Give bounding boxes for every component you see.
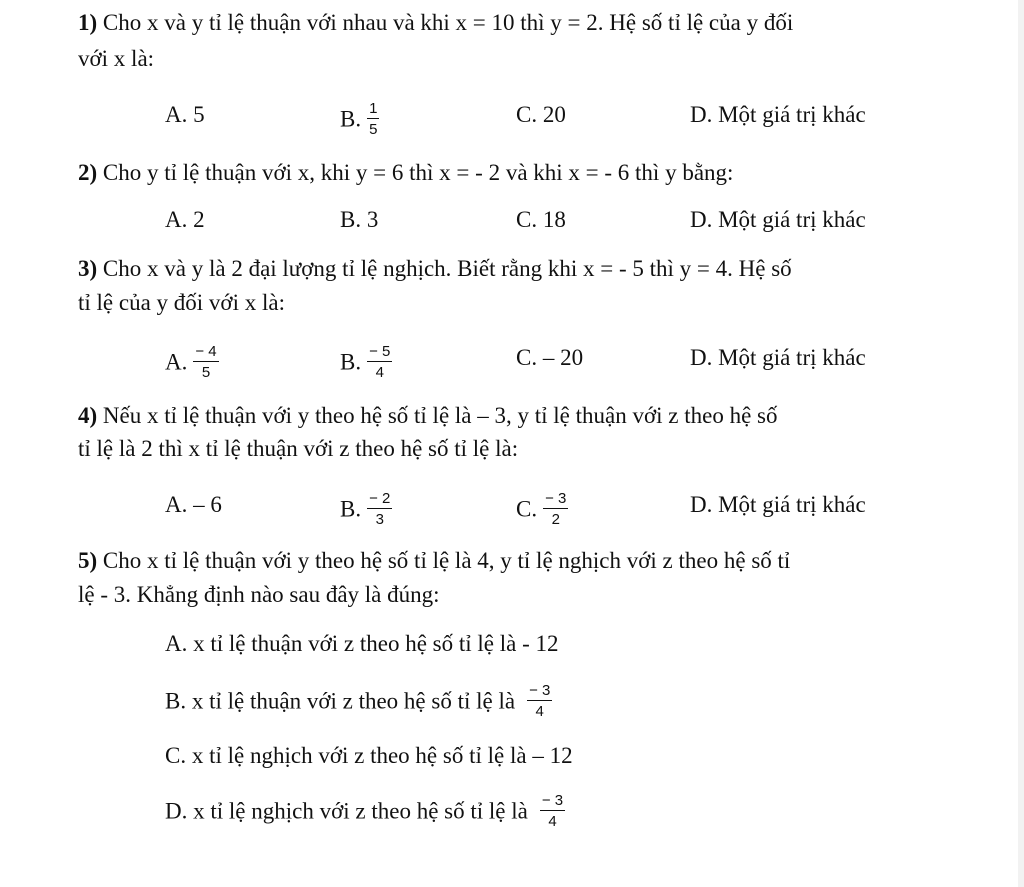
- fraction-denominator: 3: [375, 511, 384, 528]
- option-label: B.: [340, 349, 362, 375]
- fraction: [543, 490, 568, 528]
- question-1-option-a: A. 5: [165, 102, 205, 127]
- question-3-option-b: [340, 345, 392, 383]
- fraction: [367, 490, 392, 528]
- question-2-option-d: D. Một giá trị khác: [690, 207, 866, 232]
- question-2-line-1: [78, 160, 733, 186]
- question-1-option-c: C. 20: [516, 102, 566, 127]
- question-1-number: 1): [78, 10, 98, 35]
- question-1-text: Cho x và y tỉ lệ thuận với nhau và khi x = 10 thì y = 2. Hệ số tỉ lệ của y đối: [97, 10, 794, 35]
- fraction-denominator: 5: [201, 364, 211, 381]
- fraction-numerator: − 4: [195, 343, 217, 360]
- question-1-option-d: D. Một giá trị khác: [690, 102, 866, 127]
- fraction: [367, 100, 379, 138]
- option-label: B.: [340, 496, 362, 522]
- question-4-option-b: [340, 492, 392, 530]
- question-4-option-d: D. Một giá trị khác: [690, 492, 866, 517]
- fraction-numerator: 1: [369, 100, 378, 117]
- option-label: C.: [516, 496, 538, 522]
- question-5-line-1: [78, 548, 790, 574]
- question-4-text: Nếu x tỉ lệ thuận với y theo hệ số tỉ lệ là – 3, y tỉ lệ thuận với z theo hệ số: [97, 403, 778, 428]
- question-2-option-c: C. 18: [516, 207, 566, 232]
- question-5-number: 5): [78, 548, 98, 573]
- question-2-option-a: A. 2: [165, 207, 205, 232]
- fraction-denominator: 4: [375, 364, 384, 381]
- option-label: A.: [165, 349, 188, 375]
- option-label: B.: [340, 106, 362, 132]
- question-2-option-b: B. 3: [340, 207, 379, 232]
- question-3-option-d: D. Một giá trị khác: [690, 345, 866, 370]
- question-5-text: Cho x tỉ lệ thuận với y theo hệ số tỉ lệ là 4, y tỉ lệ nghịch với z theo hệ số tỉ: [97, 548, 791, 573]
- question-1-line-2: với x là:: [78, 46, 155, 71]
- question-4-line-2: tỉ lệ là 2 thì x tỉ lệ thuận với z theo hệ số tỉ lệ là:: [78, 436, 519, 461]
- question-4-line-1: [78, 403, 778, 429]
- fraction-denominator: 4: [548, 813, 557, 830]
- fraction-numerator: − 2: [369, 490, 391, 507]
- fraction: [540, 792, 565, 830]
- option-label: D. x tỉ lệ nghịch với z theo hệ số tỉ lệ là: [165, 798, 528, 824]
- question-1-line-1: [78, 10, 793, 36]
- question-3-option-a: [165, 345, 219, 383]
- question-5-option-a: A. x tỉ lệ thuận với z theo hệ số tỉ lệ là - 12: [165, 631, 559, 656]
- fraction-numerator: − 3: [545, 490, 567, 507]
- page-edge-shadow: [1018, 0, 1024, 887]
- question-3-line-2: tỉ lệ của y đối với x là:: [78, 290, 285, 315]
- fraction: [367, 343, 392, 381]
- question-3-number: 3): [78, 256, 98, 281]
- fraction-numerator: − 3: [541, 792, 564, 809]
- fraction-numerator: − 5: [369, 343, 391, 360]
- question-5-option-c: C. x tỉ lệ nghịch với z theo hệ số tỉ lệ là – 12: [165, 743, 573, 768]
- fraction-denominator: 4: [535, 703, 544, 720]
- question-2-text: Cho y tỉ lệ thuận với x, khi y = 6 thì x = - 2 và khi x = - 6 thì y bằng:: [97, 160, 734, 185]
- question-5-option-d: [165, 794, 565, 832]
- question-3-option-c: C. – 20: [516, 345, 584, 370]
- question-4-option-c: [516, 492, 568, 530]
- fraction: [193, 343, 218, 381]
- question-1-option-b: [340, 102, 379, 140]
- question-2-number: 2): [78, 160, 98, 185]
- fraction-numerator: − 3: [529, 682, 551, 699]
- fraction: [527, 682, 552, 720]
- question-4-number: 4): [78, 403, 98, 428]
- fraction-denominator: 5: [369, 121, 378, 138]
- question-4-option-a: A. – 6: [165, 492, 222, 517]
- question-3-line-1: [78, 256, 792, 282]
- option-label: B. x tỉ lệ thuận với z theo hệ số tỉ lệ là: [165, 688, 516, 714]
- question-5-option-b: [165, 684, 552, 722]
- fraction-denominator: 2: [551, 511, 560, 528]
- question-5-line-2: lệ - 3. Khẳng định nào sau đây là đúng:: [78, 582, 440, 607]
- question-3-text: Cho x và y là 2 đại lượng tỉ lệ nghịch. Biết rằng khi x = - 5 thì y = 4. Hệ số: [97, 256, 792, 281]
